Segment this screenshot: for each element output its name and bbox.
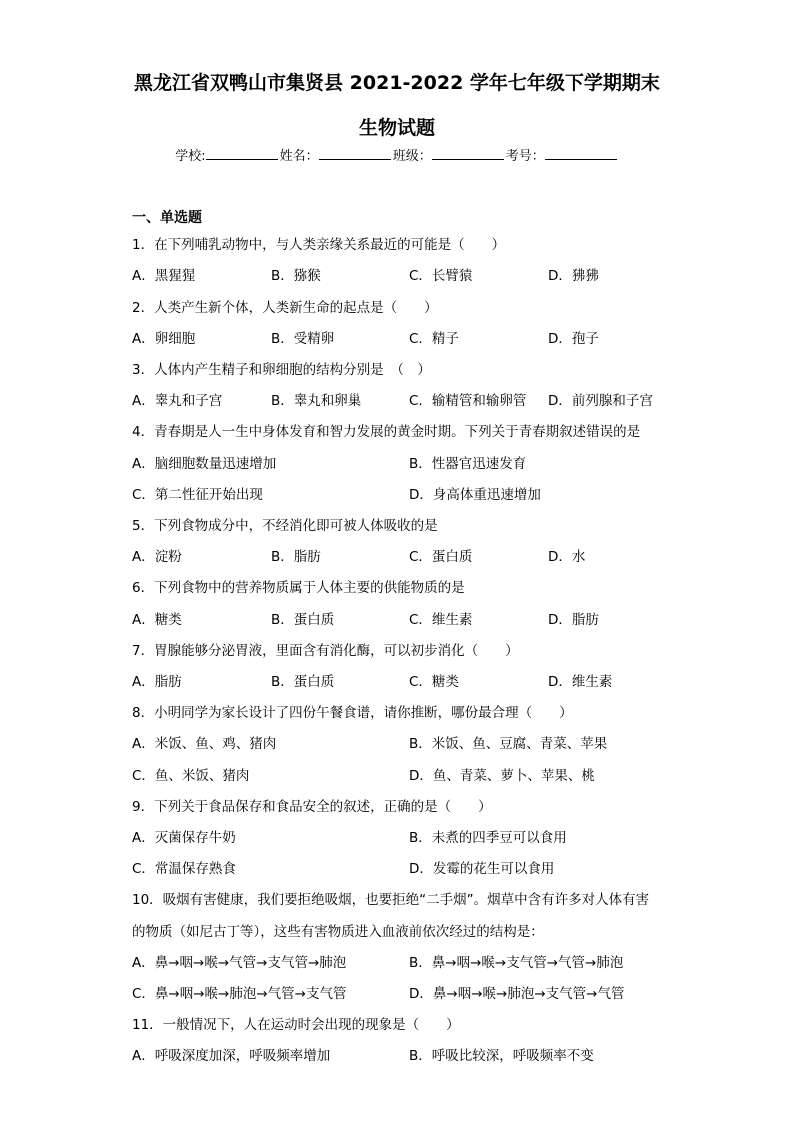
question-3-option-d: D．前列腺和子宫	[548, 393, 653, 409]
question-8-option-a: A．米饭、鱼、鸡、猪肉	[132, 736, 277, 752]
question-3-option-a: A．睾丸和子宫	[132, 393, 223, 409]
question-10-option-b: B．鼻→咽→喉→支气管→气管→肺泡	[409, 955, 624, 971]
school-blank	[206, 147, 278, 160]
question-4-option-c: C．第二性征开始出现	[132, 487, 263, 503]
question-4-option-a: A．脑细胞数量迅速增加	[132, 456, 277, 472]
question-4-option-d: D．身高体重迅速增加	[409, 487, 541, 503]
question-7-option-c: C．糖类	[409, 674, 459, 690]
question-1-option-c: C．长臂猿	[409, 268, 473, 284]
question-5-option-a: A．淀粉	[132, 549, 182, 565]
section-title: 一、单选题	[132, 210, 202, 226]
question-8-option-d: D．鱼、青菜、萝卜、苹果、桃	[409, 768, 595, 784]
question-10-option-a: A．鼻→咽→喉→气管→支气管→肺泡	[132, 955, 347, 971]
question-10-option-c: C．鼻→咽→喉→肺泡→气管→支气管	[132, 986, 347, 1002]
question-6-option-a: A．糖类	[132, 612, 182, 628]
question-9-option-a: A．灭菌保存牛奶	[132, 830, 236, 846]
question-11-option-b: B．呼吸比较深，呼吸频率不变	[409, 1048, 594, 1064]
question-11-option-a: A．呼吸深度加深，呼吸频率增加	[132, 1048, 331, 1064]
question-2-option-d: D．孢子	[548, 331, 599, 347]
question-5-option-c: C．蛋白质	[409, 549, 473, 565]
question-6-option-c: C．维生素	[409, 612, 473, 628]
question-5-option-d: D．水	[548, 549, 586, 565]
question-5-stem: 5．下列食物成分中，不经消化即可被人体吸收的是	[132, 518, 438, 534]
class-label: 班级：	[392, 149, 432, 164]
class-blank	[432, 147, 504, 160]
question-8-option-b: B．米饭、鱼、豆腐、青菜、苹果	[409, 736, 608, 752]
question-2-option-c: C．精子	[409, 331, 459, 347]
exam-title-line1: 黑龙江省双鸭山市集贤县 2021-2022 学年七年级下学期期末	[134, 72, 660, 94]
question-3-option-c: C．输精管和输卵管	[409, 393, 527, 409]
question-7-option-d: D．维生素	[548, 674, 613, 690]
question-10-stem: 10．吸烟有害健康，我们要拒绝吸烟，也要拒绝“二手烟”。烟草中含有许多对人体有害	[132, 892, 650, 908]
name-label: 姓名：	[279, 149, 319, 164]
question-6-option-d: D．脂肪	[548, 612, 599, 628]
question-2-option-a: A．卵细胞	[132, 331, 196, 347]
question-1-option-d: D．狒狒	[548, 268, 599, 284]
question-11-stem: 11．一般情况下，人在运动时会出现的现象是（ ）	[132, 1017, 460, 1033]
question-4-stem: 4．青春期是人一生中身体发育和智力发展的黄金时期。下列关于青春期叙述错误的是	[132, 424, 641, 440]
question-8-stem: 8．小明同学为家长设计了四份午餐食谱，请你推断，哪份最合理（ ）	[132, 705, 573, 721]
question-6-option-b: B．蛋白质	[271, 612, 335, 628]
question-2-stem: 2．人类产生新个体，人类新生命的起点是（ ）	[132, 300, 438, 316]
question-5-option-b: B．脂肪	[271, 549, 321, 565]
exam-title-line2: 生物试题	[358, 117, 435, 139]
question-3-option-b: B．睾丸和卵巢	[271, 393, 362, 409]
question-4-option-b: B．性器官迅速发育	[409, 456, 527, 472]
name-blank	[319, 147, 391, 160]
number-blank	[545, 147, 617, 160]
question-7-stem: 7．胃腺能够分泌胃液，里面含有消化酶，可以初步消化（ ）	[132, 643, 519, 659]
student-info-row	[0, 145, 794, 164]
question-6-stem: 6．下列食物中的营养物质属于人体主要的供能物质的是	[132, 580, 465, 596]
question-7-option-b: B．蛋白质	[271, 674, 335, 690]
question-8-option-c: C．鱼、米饭、猪肉	[132, 768, 250, 784]
question-1-stem: 1．在下列哺乳动物中，与人类亲缘关系最近的可能是（ ）	[132, 237, 506, 253]
school-label: 学校:	[175, 149, 206, 164]
question-2-option-b: B．受精卵	[271, 331, 335, 347]
question-10-stem-line2: 的物质（如尼古丁等），这些有害物质进入血液前依次经过的结构是：	[132, 924, 544, 940]
question-1-option-b: B．猕猴	[271, 268, 321, 284]
number-label: 考号：	[505, 149, 545, 164]
question-9-option-c: C．常温保存熟食	[132, 861, 236, 877]
question-9-option-b: B．未煮的四季豆可以食用	[409, 830, 567, 846]
question-3-stem: 3．人体内产生精子和卵细胞的结构分别是 （ ）	[132, 362, 431, 378]
question-9-option-d: D．发霉的花生可以食用	[409, 861, 555, 877]
question-1-option-a: A．黑猩猩	[132, 268, 196, 284]
question-9-stem: 9．下列关于食品保存和食品安全的叙述，正确的是（ ）	[132, 799, 492, 815]
question-7-option-a: A．脂肪	[132, 674, 182, 690]
question-10-option-d: D．鼻→咽→喉→肺泡→支气管→气管	[409, 986, 625, 1002]
